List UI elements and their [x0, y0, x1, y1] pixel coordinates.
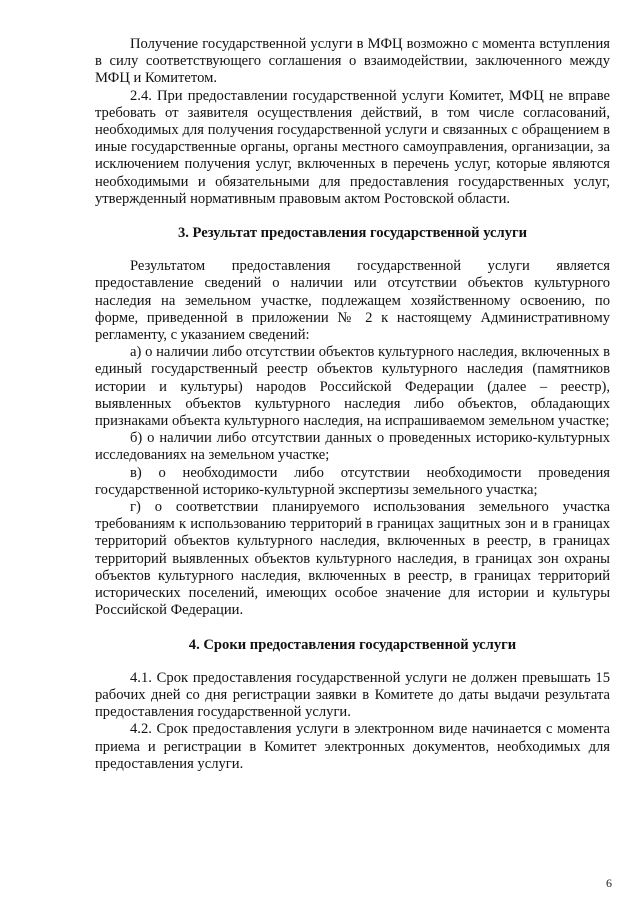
paragraph-item-g: г) о соответствии планируемого использования земельного участка требованиям к использованию территорий в границах защитных зон и в границах территорий объектов культурного наследия, включенных в реестр, в границах территорий выявленных объектов культурного наследия, в границах зон охраны объектов культурного наследия, включенных в реестр, в границах территорий исторических поселений, имеющих особое значение для истории и культуры Российской Федерации.: [95, 499, 610, 619]
spacer: [95, 620, 610, 637]
paragraph-result-intro: Результатом предоставления государственной услуги является предоставление сведений о наличии или отсутствии объектов культурного наследия на земельном участке, подлежащем хозяйственному освоению, по форме, приведенной в приложении № 2 к настоящему Административному регламенту, с указанием сведений:: [95, 258, 610, 344]
paragraph-mfc-agreement: Получение государственной услуги в МФЦ возможно с момента вступления в силу соответствующего соглашения о взаимодействии, заключенного между МФЦ и Комитетом.: [95, 36, 610, 87]
paragraph-4-2: 4.2. Срок предоставления услуги в электронном виде начинается с момента приема и регистрации в Комитет электронных документов, необходимых для предоставления услуги.: [95, 721, 610, 772]
paragraph-item-b: б) о наличии либо отсутствии данных о проведенных историко-культурных исследованиях на земельном участке;: [95, 430, 610, 464]
paragraph-2-4: 2.4. При предоставлении государственной услуги Комитет, МФЦ не вправе требовать от заявителя осуществления действий, в том числе согласований, необходимых для получения государственной услуги и связанных с обращением в иные государственные органы, органы местного самоуправления, организации, за исключением получения услуг, включенных в перечень услуг, которые являются необходимыми и обязательными для предоставления государственных услуг, утвержденный нормативным правовым актом Ростовской области.: [95, 87, 610, 207]
paragraph-item-a: а) о наличии либо отсутствии объектов культурного наследия, включенных в единый государственный реестр объектов культурного наследия (памятников истории и культуры) народов Российской Федерации (далее – реестр), выявленных объектов культурного наследия либо объектов, обладающих признаками объекта культурного наследия, на испрашиваемом земельном участке;: [95, 344, 610, 430]
spacer: [95, 208, 610, 225]
spacer: [95, 242, 610, 258]
document-page: [95, 36, 610, 773]
section-4-heading: 4. Сроки предоставления государственной услуги: [188, 636, 517, 653]
spacer: [95, 654, 610, 670]
section-3-heading: 3. Результат предоставления государственной услуги: [177, 225, 528, 242]
paragraph-4-1: 4.1. Срок предоставления государственной услуги не должен превышать 15 рабочих дней со дня регистрации заявки в Комитете до даты выдачи результата предоставления государственной услуги.: [95, 669, 610, 721]
page-number: 6: [606, 876, 612, 890]
paragraph-item-v: в) о необходимости либо отсутствии необходимости проведения государственной историко-культурной экспертизы земельного участка;: [95, 464, 610, 498]
